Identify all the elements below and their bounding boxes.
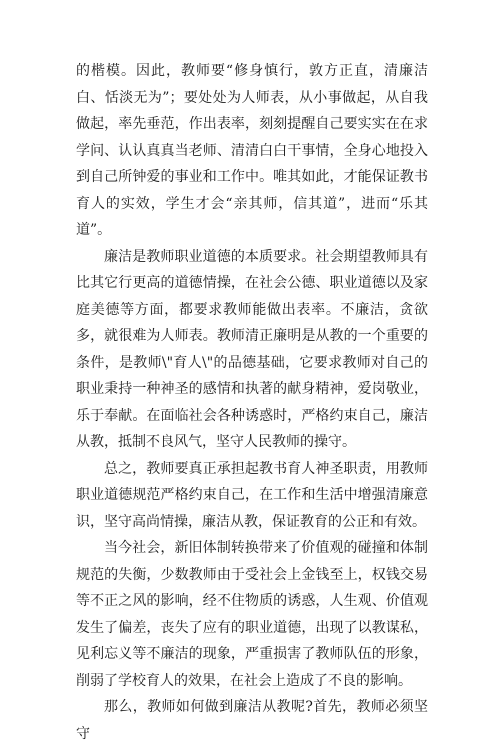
paragraph-2: 廉洁是教师职业道德的本质要求。社会期望教师具有比其它行更高的道德情操，在社会公德、职业道德以及家庭美德等方面，都要求教师能做出表率。不廉洁，贪欲多，就很难为人师表。教师清正廉明是从教的一个重要的条件，是教师\"育人\"的品德基础，它要求教师对自己的职业秉持一种神圣的感情和执著的献身精神，爱岗敬业，乐于奉献。在面临社会各种诱惑时，严格约束自己，廉洁从教，抵制不良风气，坚守人民教师的操守。 bbox=[76, 248, 428, 450]
paragraph-4: 当今社会，新旧体制转换带来了价值观的碰撞和体制规范的失衡，少数教师由于受社会上金钱至上，权钱交易等不正之风的影响，经不住物质的诱惑，人生观、价值观发生了偏差，丧失了应有的职业道德，出现了以教谋私，见利忘义等不廉洁的现象，严重损害了教师队伍的形象，削弱了学校育人的效果，在社会上造成了不良的影响。 bbox=[76, 540, 428, 689]
paragraph-1: 的楷模。因此，教师要“修身慎行，敦方正直，清廉洁白、恬淡无为”；要处处为人师表，从小事做起，从自我做起，率先垂范，作出表率，刻刻提醒自己要实实在在求学问、认认真真当老师、清清白白干事情，全身心地投入到自己所钟爱的事业和工作中。唯其如此，才能保证教书育人的实效，学生才会“亲其师，信其道”，进而“乐其道”。 bbox=[76, 63, 428, 238]
paragraph-3: 总之，教师要真正承担起教书育人神圣职责，用教师职业道德规范严格约束自己，在工作和生活中增强清廉意识，坚守高尚情操，廉洁从教，保证教育的公正和有效。 bbox=[76, 460, 428, 530]
document-body bbox=[76, 58, 428, 747]
paragraph-5: 那么，教师如何做到廉洁从教呢?首先，教师必须坚守 bbox=[76, 699, 428, 742]
